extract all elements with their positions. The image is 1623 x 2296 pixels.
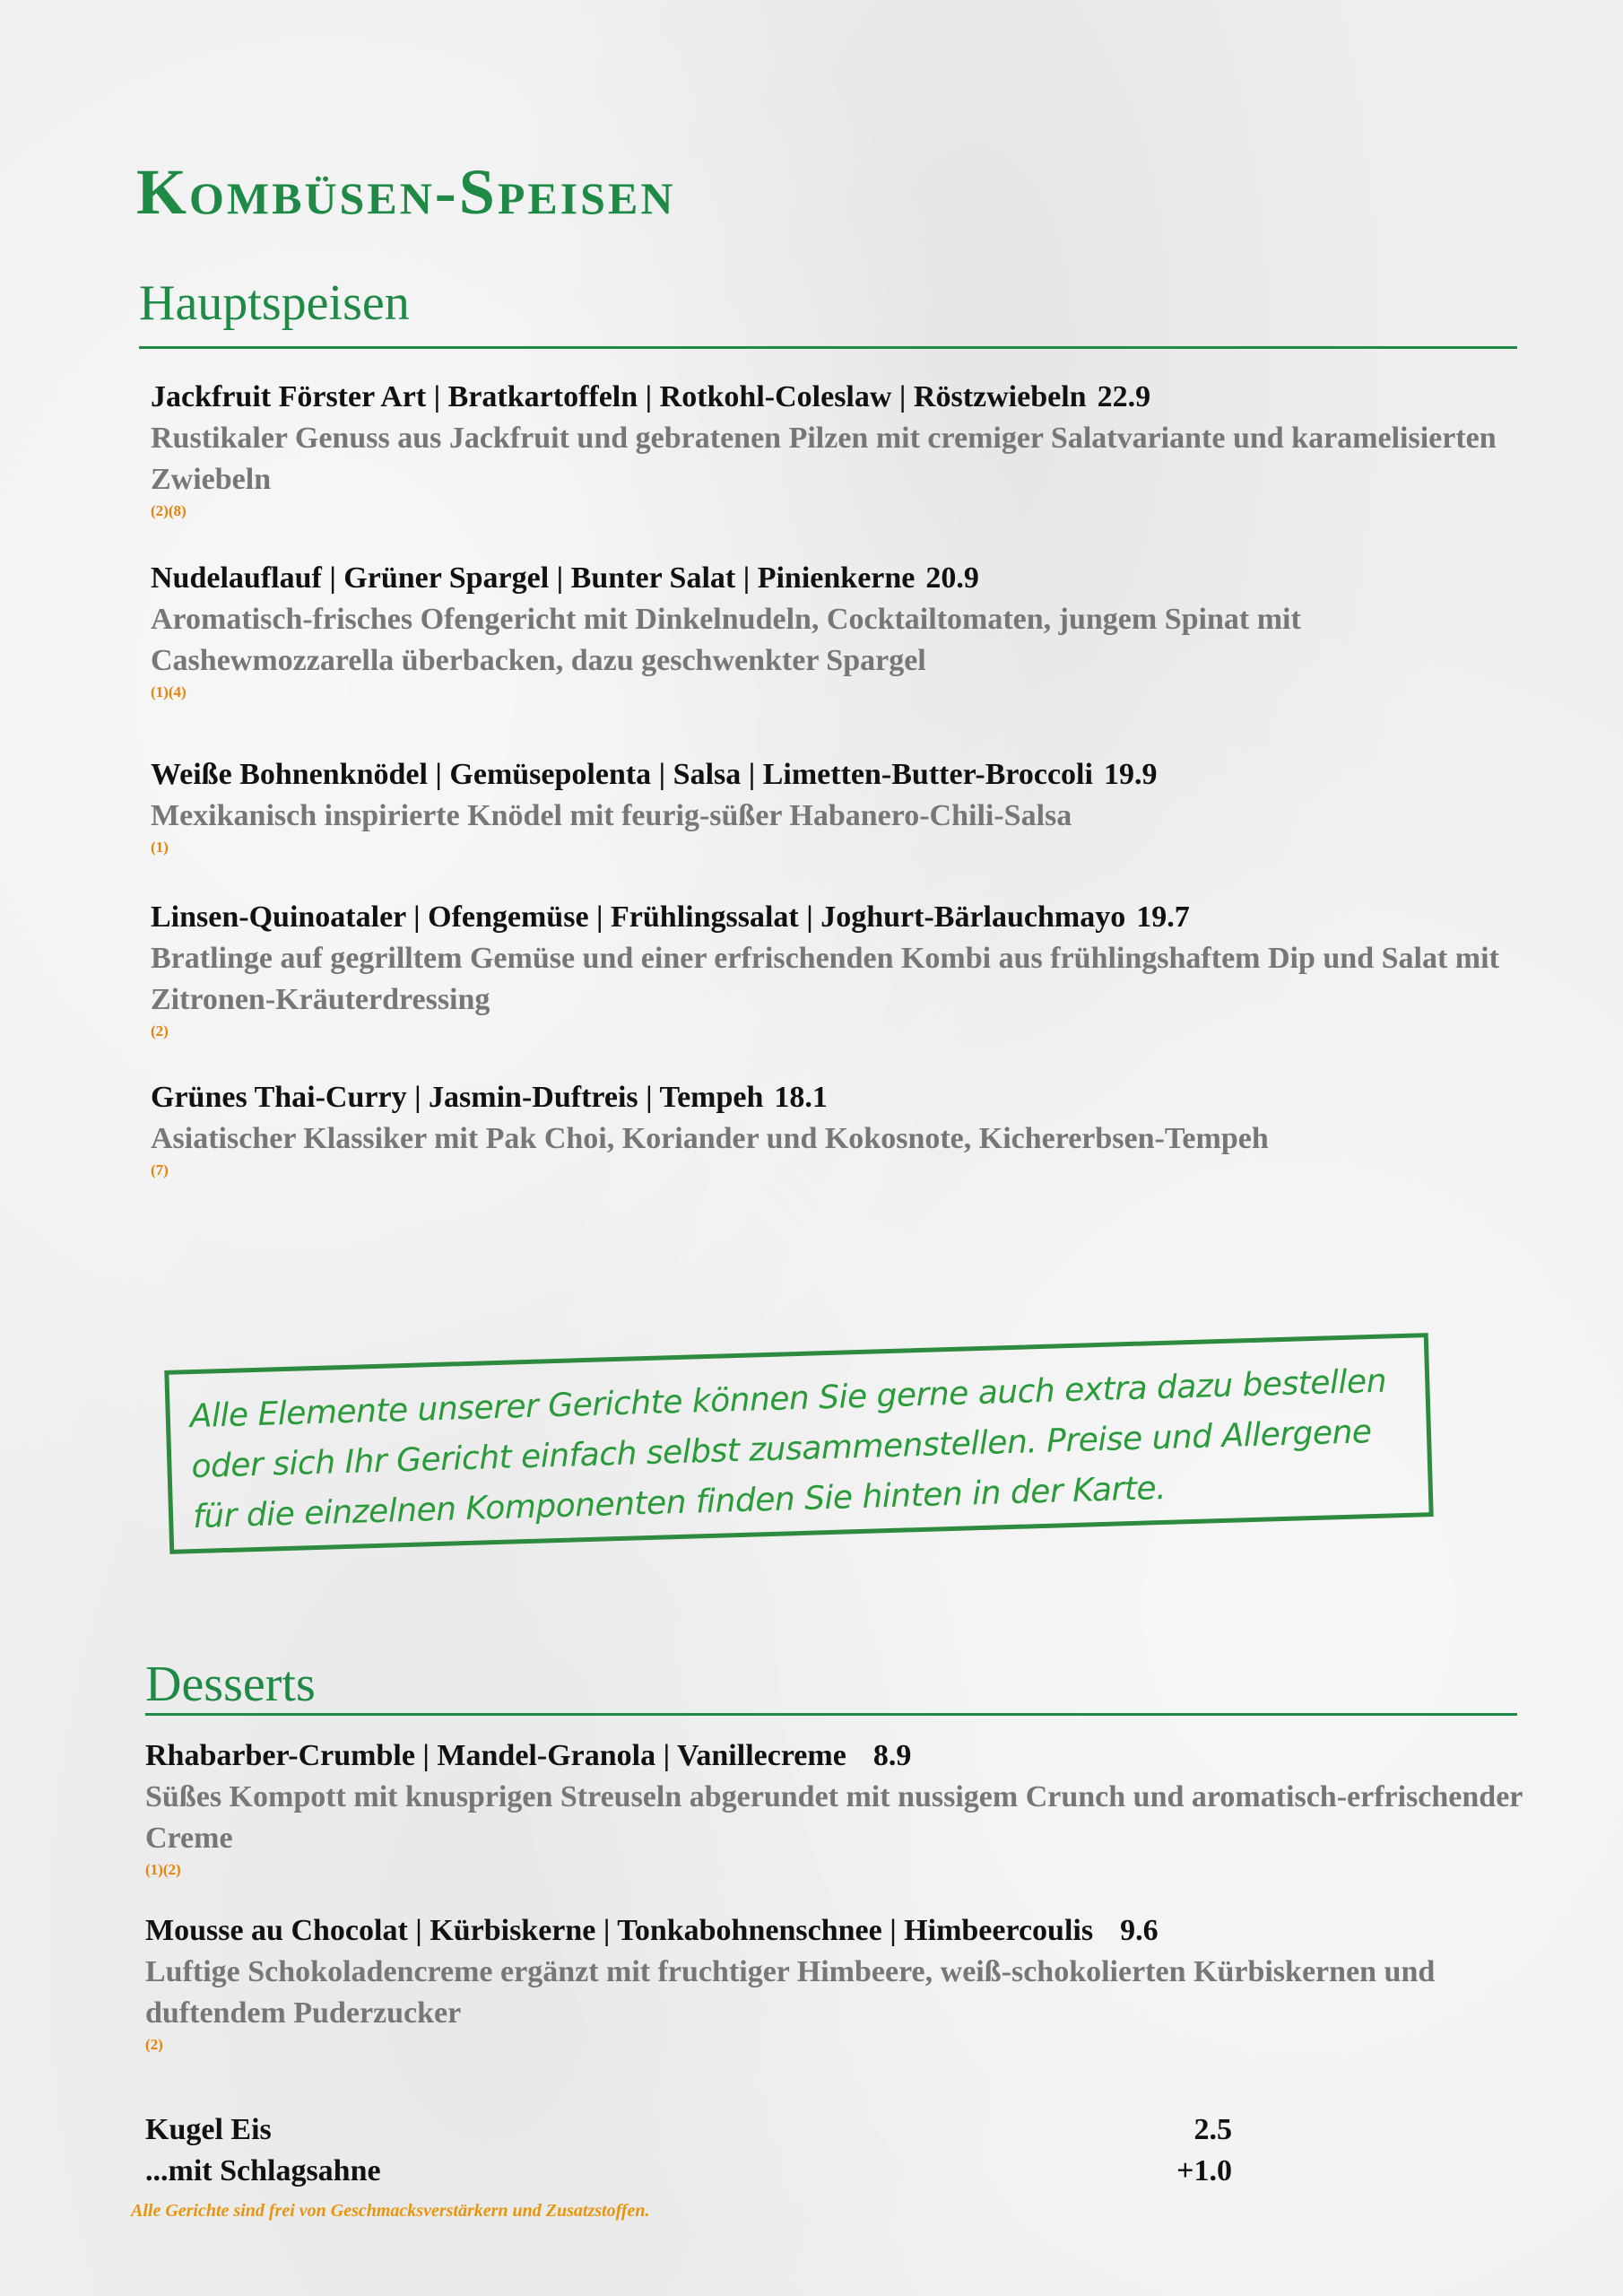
section-title-desserts: Desserts: [145, 1657, 316, 1712]
menu-item-description: Mexikanisch inspirierte Knödel mit feurig-süßer Habanero-Chili-Salsa: [151, 799, 1072, 832]
menu-item-name: Mousse au Chocolat | Kürbiskerne | Tonkabohnenschnee | Himbeercoulis: [145, 1914, 1094, 1947]
menu-item-description: Aromatisch-frisches Ofengericht mit Dinkelnudeln, Cocktailtomaten, jungem Spinat mit Cashewmozzarella überbacken, dazu geschwenkter Spargel: [151, 603, 1301, 677]
menu-item-description: Rustikaler Genuss aus Jackfruit und gebratenen Pilzen mit cremiger Salatvariante und karamelisierten Zwiebeln: [151, 422, 1497, 496]
ice-cream-row: [145, 2109, 1275, 2151]
menu-item-name: Rhabarber-Crumble | Mandel-Granola | Vanillecreme: [145, 1739, 846, 1772]
menu-item: [151, 558, 1549, 703]
menu-item-name-line: [145, 1735, 1544, 1777]
ice-cream-price: 2.5: [1193, 2113, 1232, 2146]
menu-item-name-line: [151, 897, 1549, 938]
menu-item-name-line: [145, 1910, 1544, 1952]
menu-item-name: Grünes Thai-Curry | Jasmin-Duftreis | Tempeh: [151, 1081, 764, 1114]
menu-item-price: 8.9: [872, 1739, 912, 1772]
menu-item-price: 19.9: [1103, 758, 1158, 791]
menu-item-price: 9.6: [1120, 1914, 1159, 1947]
section-title-main: Hauptspeisen: [139, 275, 410, 331]
footer-note: Alle Gerichte sind frei von Geschmacksverstärkern und Zusatzstoffen.: [131, 2201, 650, 2221]
menu-item: [151, 897, 1549, 1042]
menu-item: [151, 1077, 1549, 1181]
menu-item-name: Linsen-Quinoataler | Ofengemüse | Frühlingssalat | Joghurt-Bärlauchmayo: [151, 900, 1126, 934]
menu-item-name: Weiße Bohnenknödel | Gemüsepolenta | Salsa | Limetten-Butter-Broccoli: [151, 758, 1093, 791]
menu-item: [145, 1910, 1544, 2056]
allergen-codes: (1)(2): [145, 1861, 181, 1878]
section-divider-desserts: [145, 1713, 1517, 1716]
allergen-codes: (2)(8): [151, 502, 187, 519]
menu-item-description: Asiatischer Klassiker mit Pak Choi, Koriander und Kokosnote, Kichererbsen-Tempeh: [151, 1122, 1269, 1155]
menu-item: [151, 377, 1549, 522]
menu-item-description: Bratlinge auf gegrilltem Gemüse und einer erfrischenden Kombi aus frühlingshaftem Dip und Salat mit Zitronen-Kräuterdressing: [151, 942, 1499, 1016]
menu-item-name-line: [151, 377, 1549, 418]
allergen-codes: (7): [151, 1161, 169, 1178]
menu-item-description: Süßes Kompott mit knusprigen Streuseln abgerundet mit nussigem Crunch und aromatisch-erfrischender Creme: [145, 1780, 1523, 1855]
menu-item-name-line: [151, 754, 1549, 796]
ice-cream-label: ...mit Schlagsahne: [145, 2154, 381, 2187]
menu-item-name-line: [151, 558, 1549, 599]
menu-item-price: 19.7: [1136, 900, 1190, 934]
ice-cream-row: [145, 2151, 1275, 2192]
allergen-codes: (2): [145, 2036, 163, 2053]
ice-cream-label: Kugel Eis: [145, 2113, 272, 2146]
section-divider-main: [139, 346, 1517, 349]
menu-item-description: Luftige Schokoladencreme ergänzt mit fruchtiger Himbeere, weiß-schokolierten Kürbiskernen und duftendem Puderzucker: [145, 1955, 1436, 2030]
menu-item: [145, 1735, 1544, 1881]
info-note-text: Alle Elemente unserer Gerichte können Sie gerne auch extra dazu bestellen oder sich Ihr Gericht einfach selbst zusammenstellen. Preise und Allergene für die einzelnen Komponenten finden Sie hinten in der Karte.: [189, 1362, 1387, 1536]
menu-item-price: 20.9: [925, 561, 979, 595]
menu-item-name: Nudelauflauf | Grüner Spargel | Bunter Salat | Pinienkerne: [151, 561, 916, 595]
allergen-codes: (1): [151, 839, 169, 856]
page-title: Kombüsen-Speisen: [136, 156, 676, 228]
menu-item-name: Jackfruit Förster Art | Bratkartoffeln | Rotkohl-Coleslaw | Röstzwiebeln: [151, 380, 1087, 413]
menu-item-price: 18.1: [774, 1081, 828, 1114]
menu-item-price: 22.9: [1097, 380, 1151, 413]
ice-cream-price: +1.0: [1176, 2154, 1232, 2187]
menu-item: [151, 754, 1549, 858]
allergen-codes: (1)(4): [151, 683, 187, 700]
info-note-box: [164, 1333, 1433, 1554]
allergen-codes: (2): [151, 1022, 169, 1039]
menu-item-name-line: [151, 1077, 1549, 1118]
